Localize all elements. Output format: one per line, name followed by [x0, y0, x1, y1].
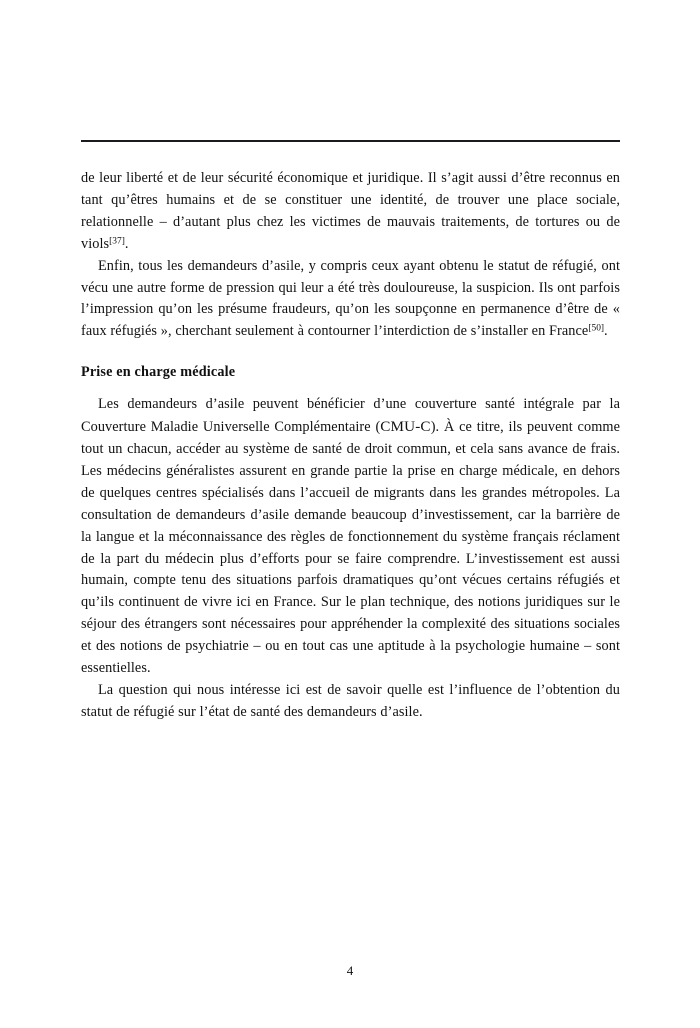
footnote-marker-37[interactable]: [37] [109, 236, 125, 247]
heading-spacer-below [81, 384, 620, 394]
paragraph-2-text: Enfin, tous les demandeurs d’asile, y compris ceux ayant obtenu le statut de réfugié, ont vécu une autre forme de pression qui leur a été très douloureuse, la suspicion. Ils ont parfois l’impression qu’on les présume fraudeurs, qu’on les soupçonne en permanence d’être de « faux réfugiés », cherchant seulement à contourner l’interdiction de s’installer en France [81, 257, 620, 340]
paragraph-enfin [81, 256, 620, 344]
paragraph-3-text-before-abbr: Les demandeurs d’asile peuvent bénéficier d’une couverture santé intégrale par la Couverture Maladie Universelle Complémentaire ( [81, 396, 620, 436]
abbreviation-cmu-c: CMU-C [380, 418, 431, 436]
paragraph-1-text: de leur liberté et de leur sécurité économique et juridique. Il s’agit aussi d’être reconnus en tant qu’êtres humains et de se constituer une identité, de trouver une place sociale, relationnelle – d’autant plus chez les victimes de mauvais traitements, de tortures ou de viols [81, 170, 620, 252]
section-heading: Prise en charge médicale [81, 364, 236, 381]
paragraph-continuation [81, 168, 620, 256]
footnote-marker-50[interactable]: [50] [588, 324, 605, 335]
text-column [81, 168, 620, 724]
paragraph-2-tail: . [604, 323, 608, 340]
page-number: 4 [346, 963, 354, 978]
paragraph-prise-en-charge [81, 394, 620, 680]
header-rule [81, 140, 620, 142]
paragraph-3-text-after-abbr: ). À ce titre, ils peuvent comme tout un chacun, accéder au système de santé de droit commun, et cela sans avance de frais. Les médecins généralistes assurent en grande partie la prise en charge médicale, en dehors de quelques centres spécialisés dans l’accueil de migrants dans les grandes métropoles. La consultation de demandeurs d’asile demande beaucoup d’investissement, car la barrière de la langue et la méconnaissance des règles de fonctionnement du système français réclament de la part du médecin plus d’efforts pour se faire comprendre. L’investissement est aussi humain, compte tenu des situations parfois dramatiques qu’ont vécues certains réfugiés et qu’ils continuent de vivre ici en France. Sur le plan technique, des notions juridiques sur le séjour des étrangers sont nécessaires pour appréhender la complexité des situations sociales et des notions de psychiatrie – ou en tout cas une aptitude à la psychologie humaine – sont essentielles. [81, 419, 620, 677]
paragraph-1-tail: . [124, 235, 129, 252]
heading-spacer-above [81, 343, 620, 362]
paragraph-question: La question qui nous intéresse ici est de savoir quelle est l’influence de l’obtention du statut de réfugié sur l’état de santé des demandeurs d’asile. [81, 681, 620, 720]
